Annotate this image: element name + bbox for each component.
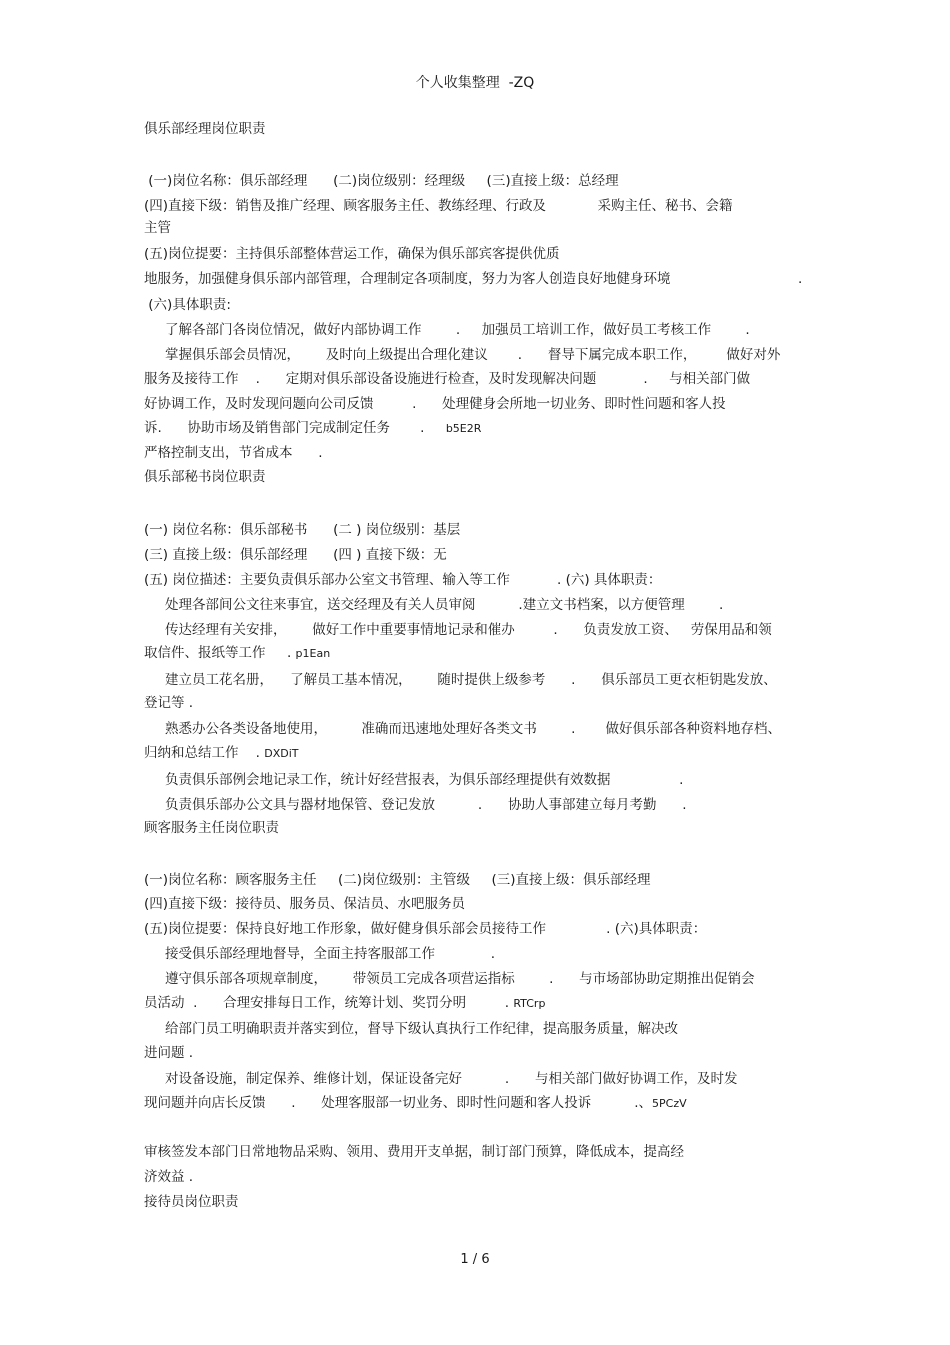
- text-line: 熟悉办公各类设备地使用， 准确而迅速地处理好各类文书 . 做好俱乐部各种资料地存档、: [165, 721, 781, 737]
- text-line: 审核签发本部门日常地物品采购、领用、费用开支单据，制订部门预算，降低成本，提高经: [144, 1144, 684, 1160]
- text-line: (五) 岗位描述：主要负责俱乐部办公室文书管理、输入等工作 . (六) 具体职责：: [144, 572, 662, 588]
- text-line: (四)直接下级：销售及推广经理、顾客服务主任、教练经理、行政及 采购主任、秘书、会籍: [144, 198, 733, 214]
- text-line: (四)直接下级：接待员、服务员、保洁员、水吧服务员: [144, 896, 466, 912]
- page-number: 1 / 6: [460, 1252, 490, 1267]
- text-line: 好协调工作，及时发现问题向公司反馈 . 处理健身会所地一切业务、即时性问题和客人投: [144, 396, 726, 412]
- text-line: 给部门员工明确职责并落实到位，督导下级认真执行工作纪律，提高服务质量，解决改: [165, 1021, 678, 1037]
- text-line: 主管: [144, 220, 171, 236]
- text-line: 登记等 .: [144, 695, 194, 711]
- watermark-code: 5PCzV: [652, 1097, 687, 1110]
- text-line: 诉. 协助市场及销售部门完成制定任务 . b5E2R: [144, 420, 482, 436]
- text-line: (一) 岗位名称：俱乐部秘书 (二 ) 岗位级别：基层: [144, 522, 461, 538]
- section-title-customer-service: 顾客服务主任岗位职责: [144, 820, 279, 836]
- text-line: 地服务，加强健身俱乐部内部管理，合理制定各项制度，努力为客人创造良好地健身环境: [144, 271, 671, 287]
- text-line: 负责俱乐部办公文具与器材地保管、登记发放 . 协助人事部建立每月考勤 .: [165, 797, 687, 813]
- watermark-code: p1Ean: [295, 647, 331, 660]
- section-title-club-secretary: 俱乐部秘书岗位职责: [144, 469, 266, 485]
- text-line: 建立员工花名册， 了解员工基本情况， 随时提供上级参考 . 俱乐部员工更衣柜钥匙发放、: [165, 672, 777, 688]
- text-line: (五)岗位提要：主持俱乐部整体营运工作，确保为俱乐部宾客提供优质: [144, 246, 560, 262]
- text-line: (三) 直接上级：俱乐部经理 (四 ) 直接下级：无: [144, 547, 447, 563]
- text-line: 掌握俱乐部会员情况， 及时向上级提出合理化建议 . 督导下属完成本职工作， 做好对外: [165, 347, 781, 363]
- text-line: 处理各部间公文往来事宜，送交经理及有关人员审阅 .建立文书档案，以方便管理 .: [165, 597, 724, 613]
- page-header: 个人收集整理 -ZQ: [415, 75, 535, 91]
- text-line: 进问题 .: [144, 1045, 194, 1061]
- text-line: 对设备设施，制定保养、维修计划，保证设备完好 . 与相关部门做好协调工作，及时发: [165, 1071, 738, 1087]
- text-line: 取信件、报纸等工作 . p1Ean: [144, 645, 331, 661]
- text-line: 接受俱乐部经理地督导，全面主持客服部工作 .: [165, 946, 496, 962]
- text-line: (一)岗位名称：顾客服务主任 (二)岗位级别：主管级 (三)直接上级：俱乐部经理: [144, 872, 651, 888]
- text-line: (六)具体职责:: [144, 297, 231, 313]
- text-line: 现问题并向店长反馈 . 处理客服部一切业务、即时性问题和客人投诉 .、5PCzV: [144, 1095, 687, 1111]
- text-line: 遵守俱乐部各项规章制度， 带领员工完成各项营运指标 . 与市场部协助定期推出促销会: [165, 971, 755, 987]
- text-line: 服务及接待工作 . 定期对俱乐部设备设施进行检查，及时发现解决问题 . 与相关部门做: [144, 371, 751, 387]
- text-line: 传达经理有关安排， 做好工作中重要事情地记录和催办 . 负责发放工资、 劳保用品和领: [165, 622, 772, 638]
- watermark-code: b5E2R: [445, 422, 482, 435]
- watermark-code: RTCrp: [513, 997, 546, 1010]
- text-line: 了解各部门各岗位情况，做好内部协调工作 . 加强员工培训工作，做好员工考核工作 .: [165, 322, 750, 338]
- text-period: .: [798, 271, 803, 287]
- text-line: (一)岗位名称：俱乐部经理 (二)岗位级别：经理级 (三)直接上级：总经理: [144, 173, 619, 189]
- section-title-receptionist: 接待员岗位职责: [144, 1194, 239, 1210]
- text-line: 员活动 . 合理安排每日工作，统筹计划、奖罚分明 . RTCrp: [144, 995, 546, 1011]
- text-line: 归纳和总结工作 . DXDiT: [144, 745, 299, 761]
- section-title-club-manager: 俱乐部经理岗位职责: [144, 121, 266, 137]
- text-line: 负责俱乐部例会地记录工作，统计好经营报表，为俱乐部经理提供有效数据 .: [165, 772, 684, 788]
- text-line: 严格控制支出，节省成本 .: [144, 445, 323, 461]
- watermark-code: DXDiT: [264, 747, 299, 760]
- text-line: (五)岗位提要：保持良好地工作形象，做好健身俱乐部会员接待工作 . (六)具体职责：: [144, 921, 707, 937]
- text-line: 济效益 .: [144, 1169, 194, 1185]
